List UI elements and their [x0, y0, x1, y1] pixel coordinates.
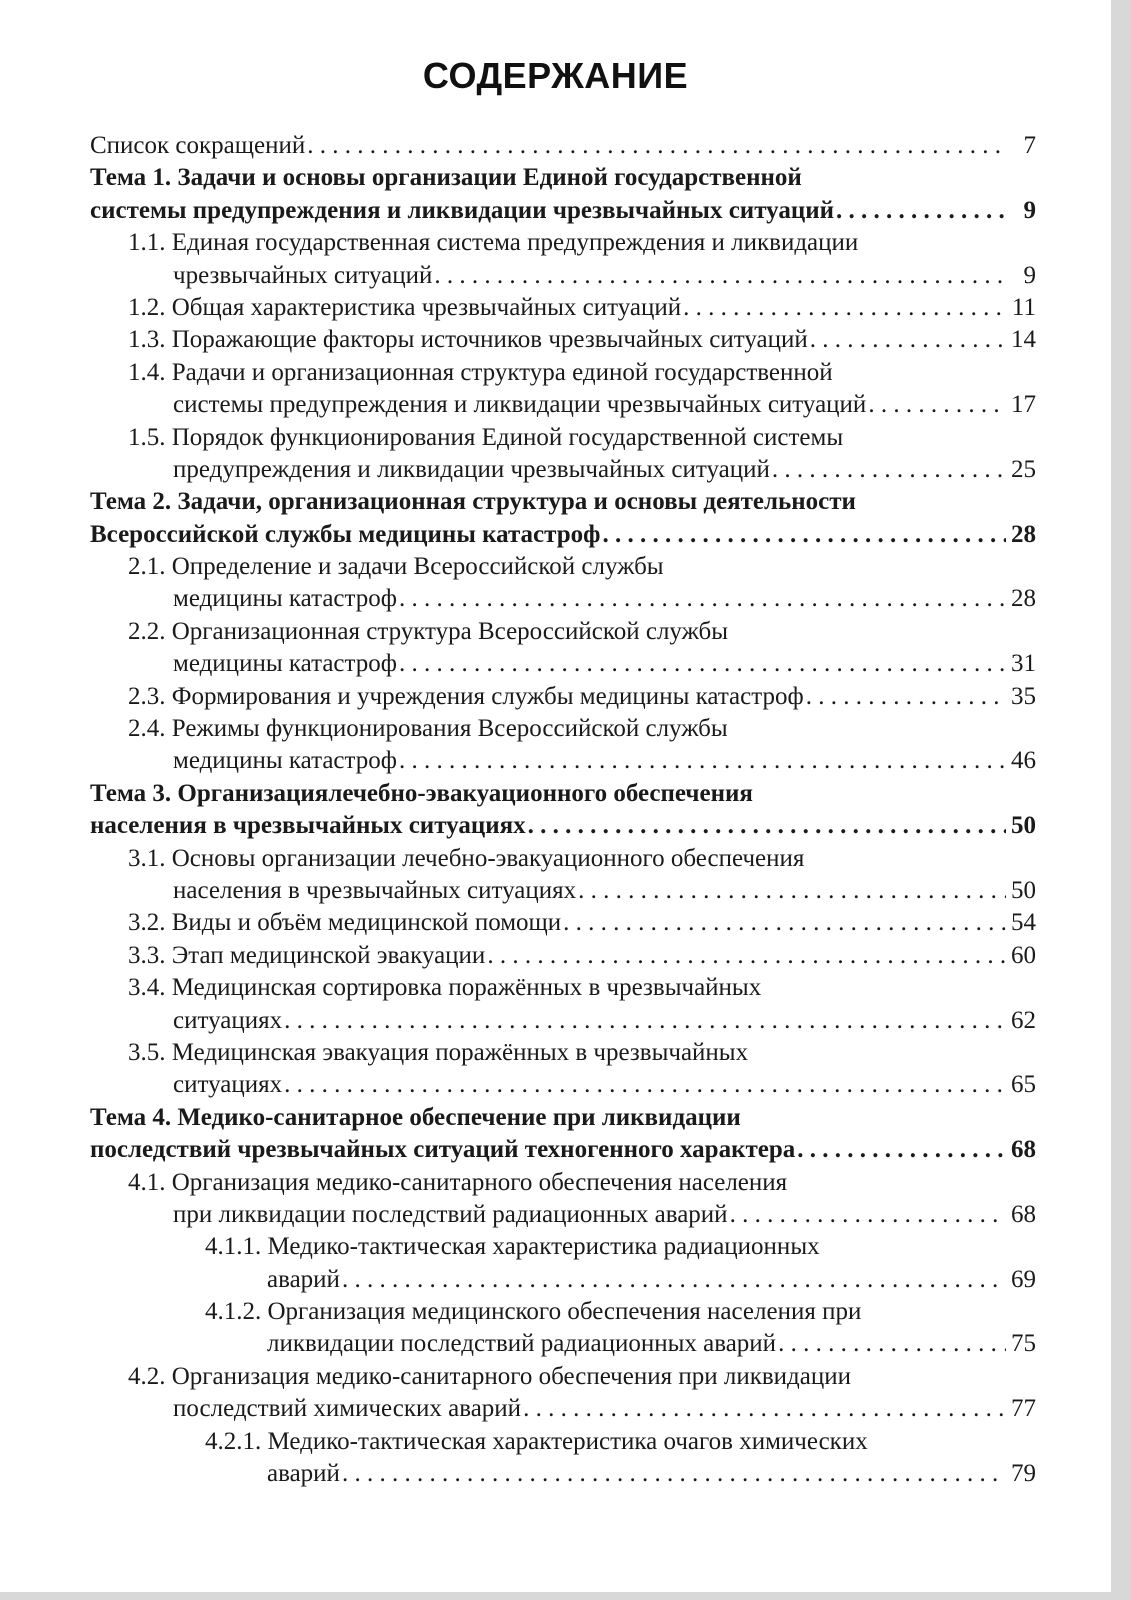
toc-subsection[interactable] [90, 1231, 1036, 1296]
toc-entry-text: Тема 3. Организациялечебно-эвакуационного обеспечения [90, 779, 753, 807]
page-title: СОДЕРЖАНИЕ [422, 55, 689, 96]
toc-section[interactable] [90, 972, 1036, 1037]
dot-leader [578, 875, 1006, 907]
toc-chapter[interactable] [90, 130, 1036, 162]
toc-entry-text: последствий химических аварий [173, 1395, 522, 1423]
table-of-contents [90, 130, 1036, 1490]
toc-entry-text: ситуациях [173, 1071, 283, 1099]
toc-page-number: 65 [1011, 1071, 1036, 1099]
toc-section[interactable] [90, 907, 1036, 939]
toc-section[interactable] [90, 1167, 1036, 1232]
dot-leader [683, 292, 1006, 324]
toc-page-number: 54 [1011, 909, 1036, 937]
toc-entry-text: 4.2. Организация медико-санитарного обеспечения при ликвидации [128, 1362, 851, 1390]
toc-section[interactable] [90, 843, 1036, 908]
toc-section[interactable] [90, 1361, 1036, 1426]
toc-page-number: 25 [1011, 455, 1036, 483]
toc-page-number: 50 [1011, 812, 1036, 840]
dot-leader [772, 454, 1006, 486]
toc-entry-text: при ликвидации последствий радиационных аварий [173, 1200, 728, 1228]
toc-entry-text: населения в чрезвычайных ситуациях [90, 812, 526, 840]
toc-page-number: 60 [1011, 941, 1036, 969]
toc-entry-text: 2.3. Формирования и учреждения службы медицины катастроф [128, 682, 804, 710]
toc-section[interactable] [90, 1037, 1036, 1102]
dot-leader [434, 260, 1006, 292]
toc-section[interactable] [90, 324, 1036, 356]
toc-section[interactable] [90, 551, 1036, 616]
toc-entry-text: 4.2.1. Медико-тактическая характеристика очагов химических [205, 1427, 868, 1455]
toc-section[interactable] [90, 940, 1036, 972]
toc-subsection[interactable] [90, 1296, 1036, 1361]
dot-leader [563, 907, 1006, 939]
toc-entry-text: последствий чрезвычайных ситуаций техногенного характера [90, 1136, 796, 1164]
toc-entry-text: 1.3. Поражающие факторы источников чрезвычайных ситуаций [128, 326, 808, 354]
toc-entry-text: 2.2. Организационная структура Всероссийской службы [128, 617, 729, 645]
dot-leader [778, 1328, 1006, 1360]
dot-leader [810, 324, 1006, 356]
toc-chapter[interactable] [90, 778, 1036, 843]
toc-entry-text: 4.1.2. Организация медицинского обеспечения населения при [205, 1298, 862, 1326]
toc-page-number: 46 [1011, 747, 1036, 775]
dot-leader [307, 130, 1006, 162]
toc-entry-text: Всероссийской службы медицины катастроф [90, 520, 601, 548]
dot-leader [284, 1069, 1006, 1101]
toc-entry-text: чрезвычайных ситуаций [173, 261, 433, 289]
toc-entry-text: аварий [267, 1460, 340, 1488]
toc-page-number: 31 [1011, 650, 1036, 678]
toc-entry-text: ситуациях [173, 1006, 283, 1034]
toc-entry-text: медицины катастроф [173, 585, 397, 613]
toc-subsection[interactable] [90, 1426, 1036, 1491]
toc-entry-text: 2.4. Режимы функционирования Всероссийской службы [128, 715, 728, 743]
toc-page-number: 79 [1011, 1460, 1036, 1488]
dot-leader [399, 583, 1006, 615]
toc-page-number: 28 [1011, 585, 1036, 613]
toc-entry-text: 1.4. Радачи и организационная структура единой государственной [128, 358, 833, 386]
toc-entry-text: 4.1.1. Медико-тактическая характеристика радиационных [205, 1233, 820, 1261]
dot-leader [399, 648, 1006, 680]
toc-entry-text: 4.1. Организация медико-санитарного обеспечения населения [128, 1168, 788, 1196]
toc-page-number: 50 [1011, 876, 1036, 904]
toc-entry-text: населения в чрезвычайных ситуациях [173, 876, 577, 904]
dot-leader [528, 810, 1006, 842]
toc-page-number: 7 [1023, 132, 1036, 159]
toc-entry-text: 3.5. Медицинская эвакуация поражённых в чрезвычайных [128, 1038, 749, 1066]
toc-entry-text: 2.1. Определение и задачи Всероссийской службы [128, 553, 664, 581]
toc-section[interactable] [90, 357, 1036, 422]
page-bottom-shadow [0, 1592, 1131, 1600]
toc-entry-text: Тема 1. Задачи и основы организации Единой государственной [90, 164, 802, 192]
toc-chapter[interactable] [90, 1102, 1036, 1167]
toc-entry-text: Список сокращений [90, 132, 306, 159]
toc-entry-text: 3.4. Медицинская сортировка поражённых в чрезвычайных [128, 974, 762, 1002]
toc-section[interactable] [90, 422, 1036, 487]
toc-chapter[interactable] [90, 486, 1036, 551]
toc-entry-text: 1.2. Общая характеристика чрезвычайных ситуаций [128, 293, 682, 321]
toc-entry-text: ликвидации последствий радиационных аварий [267, 1330, 777, 1358]
dot-leader [836, 195, 1006, 227]
toc-page-number: 62 [1011, 1006, 1036, 1034]
dot-leader [342, 1264, 1006, 1296]
toc-entry-text: медицины катастроф [173, 650, 397, 678]
toc-section[interactable] [90, 713, 1036, 778]
toc-chapter[interactable] [90, 162, 1036, 227]
dot-leader [868, 389, 1006, 421]
toc-page-number: 9 [1023, 261, 1036, 289]
toc-entry-text: 3.1. Основы организации лечебно-эвакуационного обеспечения [128, 844, 805, 872]
toc-page-number: 68 [1011, 1200, 1036, 1228]
toc-entry-text: 3.2. Виды и объём медицинской помощи [128, 909, 562, 937]
toc-page-number: 68 [1011, 1136, 1036, 1164]
dot-leader [342, 1458, 1006, 1490]
toc-section[interactable] [90, 681, 1036, 713]
toc-entry-text: 3.3. Этап медицинской эвакуации [128, 941, 486, 969]
toc-section[interactable] [90, 616, 1036, 681]
toc-page-number: 77 [1011, 1395, 1036, 1423]
dot-leader [284, 1005, 1006, 1037]
toc-entry-text: 1.1. Единая государственная система предупреждения и ликвидации [128, 229, 859, 257]
toc-entry-text: Тема 2. Задачи, организационная структура и основы деятельности [90, 488, 856, 516]
toc-page-number: 28 [1011, 520, 1036, 548]
toc-page-number: 9 [1023, 196, 1036, 224]
toc-entry-text: системы предупреждения и ликвидации чрезвычайных ситуаций [90, 196, 835, 224]
toc-entry-text: системы предупреждения и ликвидации чрезвычайных ситуаций [173, 391, 867, 419]
dot-leader [487, 940, 1006, 972]
toc-entry-text: предупреждения и ликвидации чрезвычайных ситуаций [173, 455, 770, 483]
toc-page-number: 69 [1011, 1265, 1036, 1293]
dot-leader [806, 681, 1006, 713]
toc-section[interactable] [90, 227, 1036, 292]
dot-leader [602, 519, 1006, 551]
toc-section[interactable] [90, 292, 1036, 324]
toc-page-number: 17 [1011, 391, 1036, 419]
toc-entry-text: аварий [267, 1265, 340, 1293]
toc-page-number: 35 [1011, 682, 1036, 710]
dot-leader [523, 1393, 1006, 1425]
toc-page-number: 14 [1011, 326, 1036, 354]
page-edge-shadow [1111, 0, 1131, 1600]
toc-entry-text: 1.5. Порядок функционирования Единой государственной системы [128, 423, 844, 451]
dot-leader [797, 1134, 1006, 1166]
dot-leader [399, 745, 1006, 777]
toc-entry-text: Тема 4. Медико-санитарное обеспечение при ликвидации [90, 1103, 741, 1131]
toc-page-number: 11 [1011, 293, 1036, 321]
dot-leader [730, 1199, 1006, 1231]
toc-entry-text: медицины катастроф [173, 747, 397, 775]
toc-page-number: 75 [1011, 1330, 1036, 1358]
